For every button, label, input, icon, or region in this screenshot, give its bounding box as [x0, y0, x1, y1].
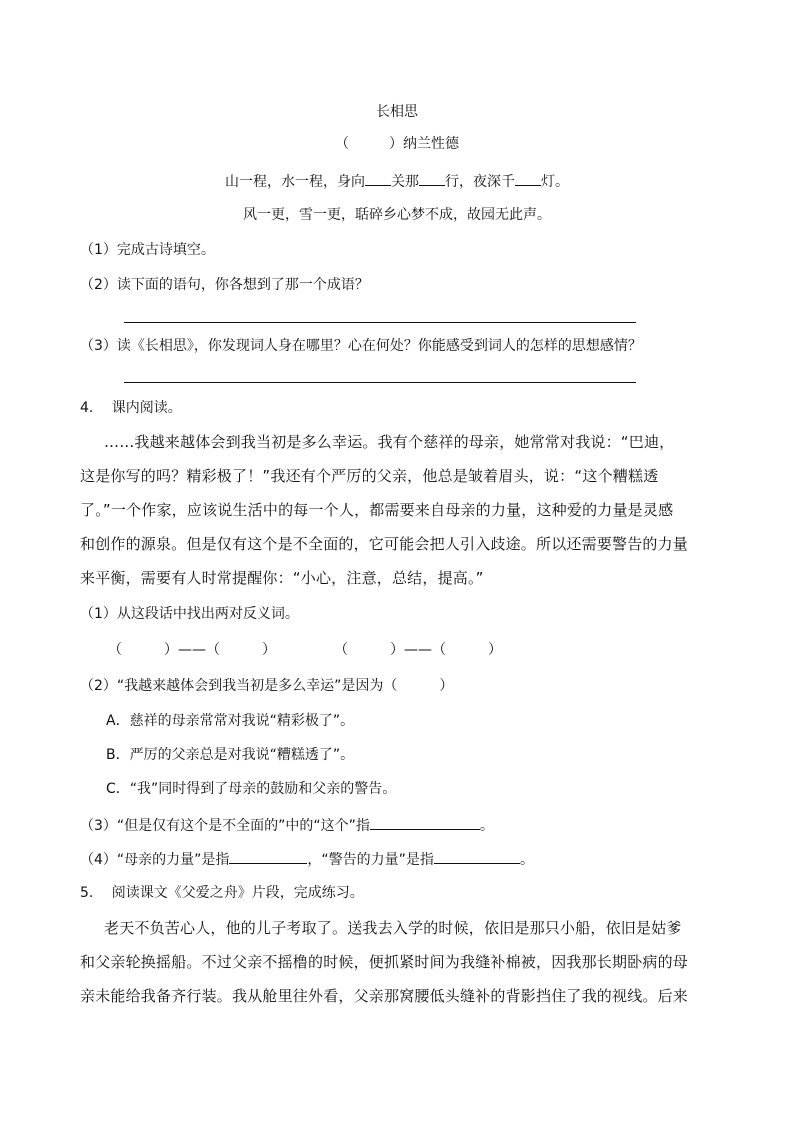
author-name: ）纳兰性德: [389, 136, 459, 152]
poem-line-1: 山一程，水一程，身向 关那 行，夜深千 灯。: [0, 171, 794, 192]
q4-sub3-blank[interactable]: [370, 815, 480, 830]
q4-option-b[interactable]: B．严厉的父亲总是对我说“糟糕透了”。: [106, 747, 355, 763]
q5-heading: 5. 阅读课文《父爱之舟》片段，完成练习。: [80, 885, 364, 901]
poem-title: 长相思: [376, 104, 418, 120]
q4-sub4: （4）“母亲的力量”是指 ，“警告的力量”是指 。: [80, 849, 534, 870]
q5-para-line-3: 亲未能给我备齐行装。我从舱里往外看，父亲那窝腰低头缝补的背影挡住了我的视线。后来: [80, 987, 689, 1005]
q4-para-line-2: 这是你写的吗？精彩极了！”我还有个严厉的父亲，他总是皱着眉头，说：“这个糟糕透: [80, 467, 659, 485]
q3-sub3: （3）读《长相思》，你发现词人身在哪里？心在何处？你能感受到词人的怎样的思想感情？: [80, 338, 642, 354]
answer-line-1[interactable]: [124, 322, 636, 323]
q5-para-line-2: 和父亲轮换摇船。不过父亲不摇橹的时候，便抓紧时间为我缝补棉被，因我那长期卧病的母: [80, 953, 689, 971]
q4-sub2: （2）“我越来越体会到我当初是多么幸运”是因为（ ）: [80, 678, 454, 694]
q4-heading: 4. 课内阅读。: [80, 400, 182, 416]
q5-para-line-1: 老天不负苦心人，他的儿子考取了。送我去入学的时候，依旧是那只小船，依旧是姑爹: [104, 919, 682, 937]
q4-option-c[interactable]: C．“我”同时得到了母亲的鼓励和父亲的警告。: [106, 781, 397, 797]
q4-option-a[interactable]: A．慈祥的母亲常常对我说“精彩极了”。: [106, 713, 355, 729]
q4-para-line-1: ……我越来越体会到我当初是多么幸运。我有个慈祥的母亲，她常常对我说：“巴迪，: [104, 433, 675, 451]
q4-para-line-5: 来平衡，需要有人时常提醒你：“小心，注意，总结，提高。”: [80, 569, 484, 587]
q4-para-line-4: 和创作的源泉。但是仅有这个是不全面的，它可能会把人引入歧途。所以还需要警告的力量: [80, 535, 689, 553]
q4-sub4-blank-2[interactable]: [434, 849, 520, 864]
q4-antonym-pair-2[interactable]: （ ）——（ ）: [334, 642, 502, 658]
poem-line-2: 风一更，雪一更，聒碎乡心梦不成，故园无此声。: [243, 207, 551, 223]
q3-sub1: （1）完成古诗填空。: [80, 242, 215, 258]
poem-blank-1[interactable]: [365, 171, 391, 186]
q4-sub4-blank-1[interactable]: [229, 849, 307, 864]
poem-blank-2[interactable]: [419, 171, 445, 186]
poem-blank-3[interactable]: [515, 171, 541, 186]
q4-sub1: （1）从这段话中找出两对反义词。: [80, 606, 299, 622]
q3-sub2: （2）读下面的语句，你各想到了那一个成语？: [80, 277, 369, 293]
answer-line-2[interactable]: [124, 382, 636, 383]
q4-sub3: （3）“但是仅有这个是不全面的”中的“这个”指 。: [80, 815, 494, 836]
q4-para-line-3: 了。”一个作家，应该说生活中的每一个人，都需要来自母亲的力量，这种爱的力量是灵感: [80, 501, 674, 519]
poem-author: [0, 134, 794, 154]
q4-antonym-pair-1[interactable]: （ ）——（ ）: [108, 642, 276, 658]
author-bracket-open: （: [335, 136, 349, 152]
